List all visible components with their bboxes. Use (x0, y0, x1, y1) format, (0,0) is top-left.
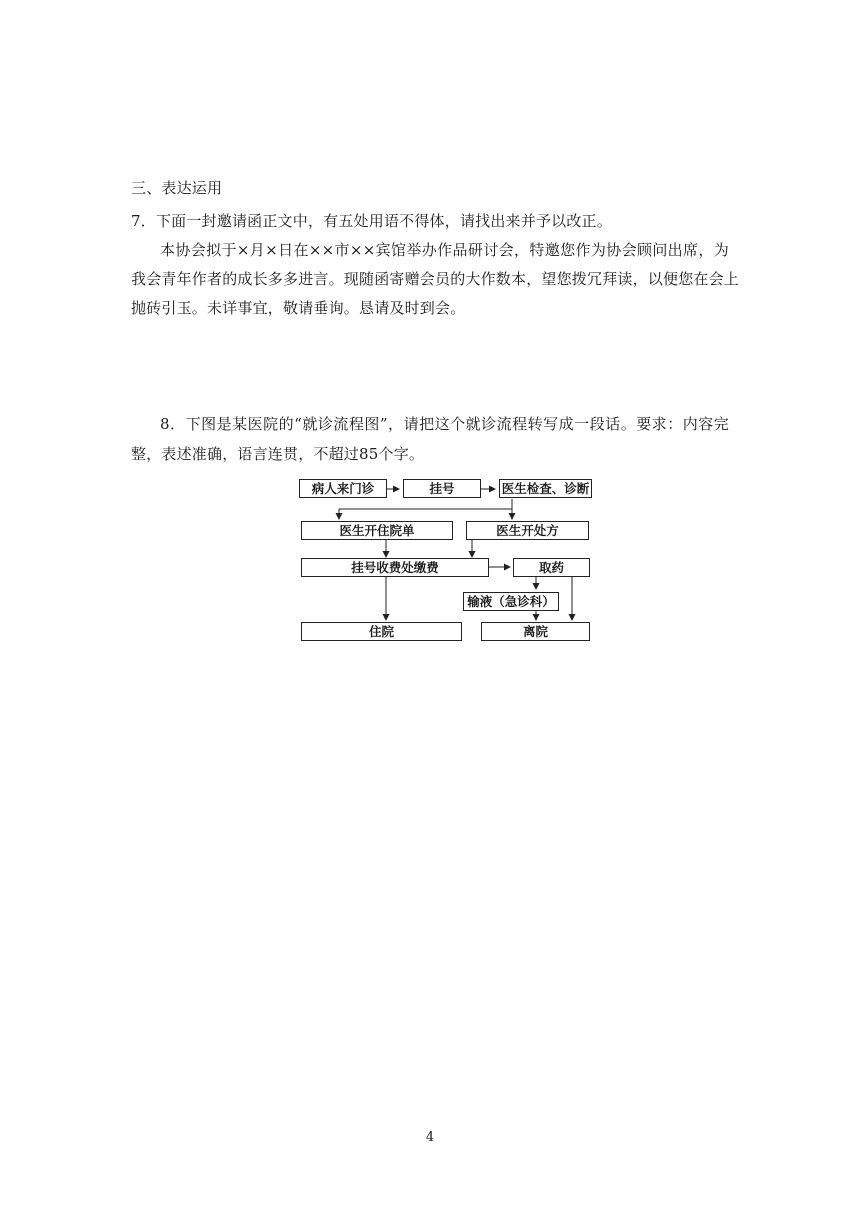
question-8-prompt-line-1: 8．下图是某医院的“就诊流程图”，请把这个就诊流程转写成一段话。要求：内容完 (160, 415, 729, 433)
node-prescription: 医生开处方 (466, 521, 589, 540)
page-number: 4 (425, 1130, 435, 1145)
question-7-prompt: 7．下面一封邀请函正文中，有五处用语不得体，请找出来并予以改正。 (131, 212, 612, 230)
node-exam: 医生检查、诊断 (499, 479, 592, 498)
q7-body-line-3: 抛砖引玉。未详事宜，敬请垂询。恳请及时到会。 (131, 299, 466, 317)
clinic-flowchart (296, 476, 596, 644)
node-register: 挂号 (403, 479, 481, 498)
node-leave: 离院 (481, 622, 590, 641)
node-hospitalize: 住院 (301, 622, 462, 641)
node-infusion: 输液（急诊科） (463, 592, 559, 611)
question-8-prompt-line-2: 整，表述准确，语言连贯，不超过85个字。 (131, 445, 425, 463)
section-heading: 三、表达运用 (131, 179, 223, 197)
node-arrive: 病人来门诊 (299, 479, 387, 498)
q7-body-line-1: 本协会拟于×月×日在××市××宾馆举办作品研讨会，特邀您作为协会顾问出席，为 (160, 241, 729, 259)
node-admit-order: 医生开住院单 (301, 521, 453, 540)
q7-body-line-2: 我会青年作者的成长多多进言。现随函寄赠会员的大作数本，望您拨冗拜读，以便您在会上 (131, 270, 740, 288)
node-pay: 挂号收费处缴费 (301, 558, 489, 577)
node-pickup: 取药 (513, 558, 590, 577)
